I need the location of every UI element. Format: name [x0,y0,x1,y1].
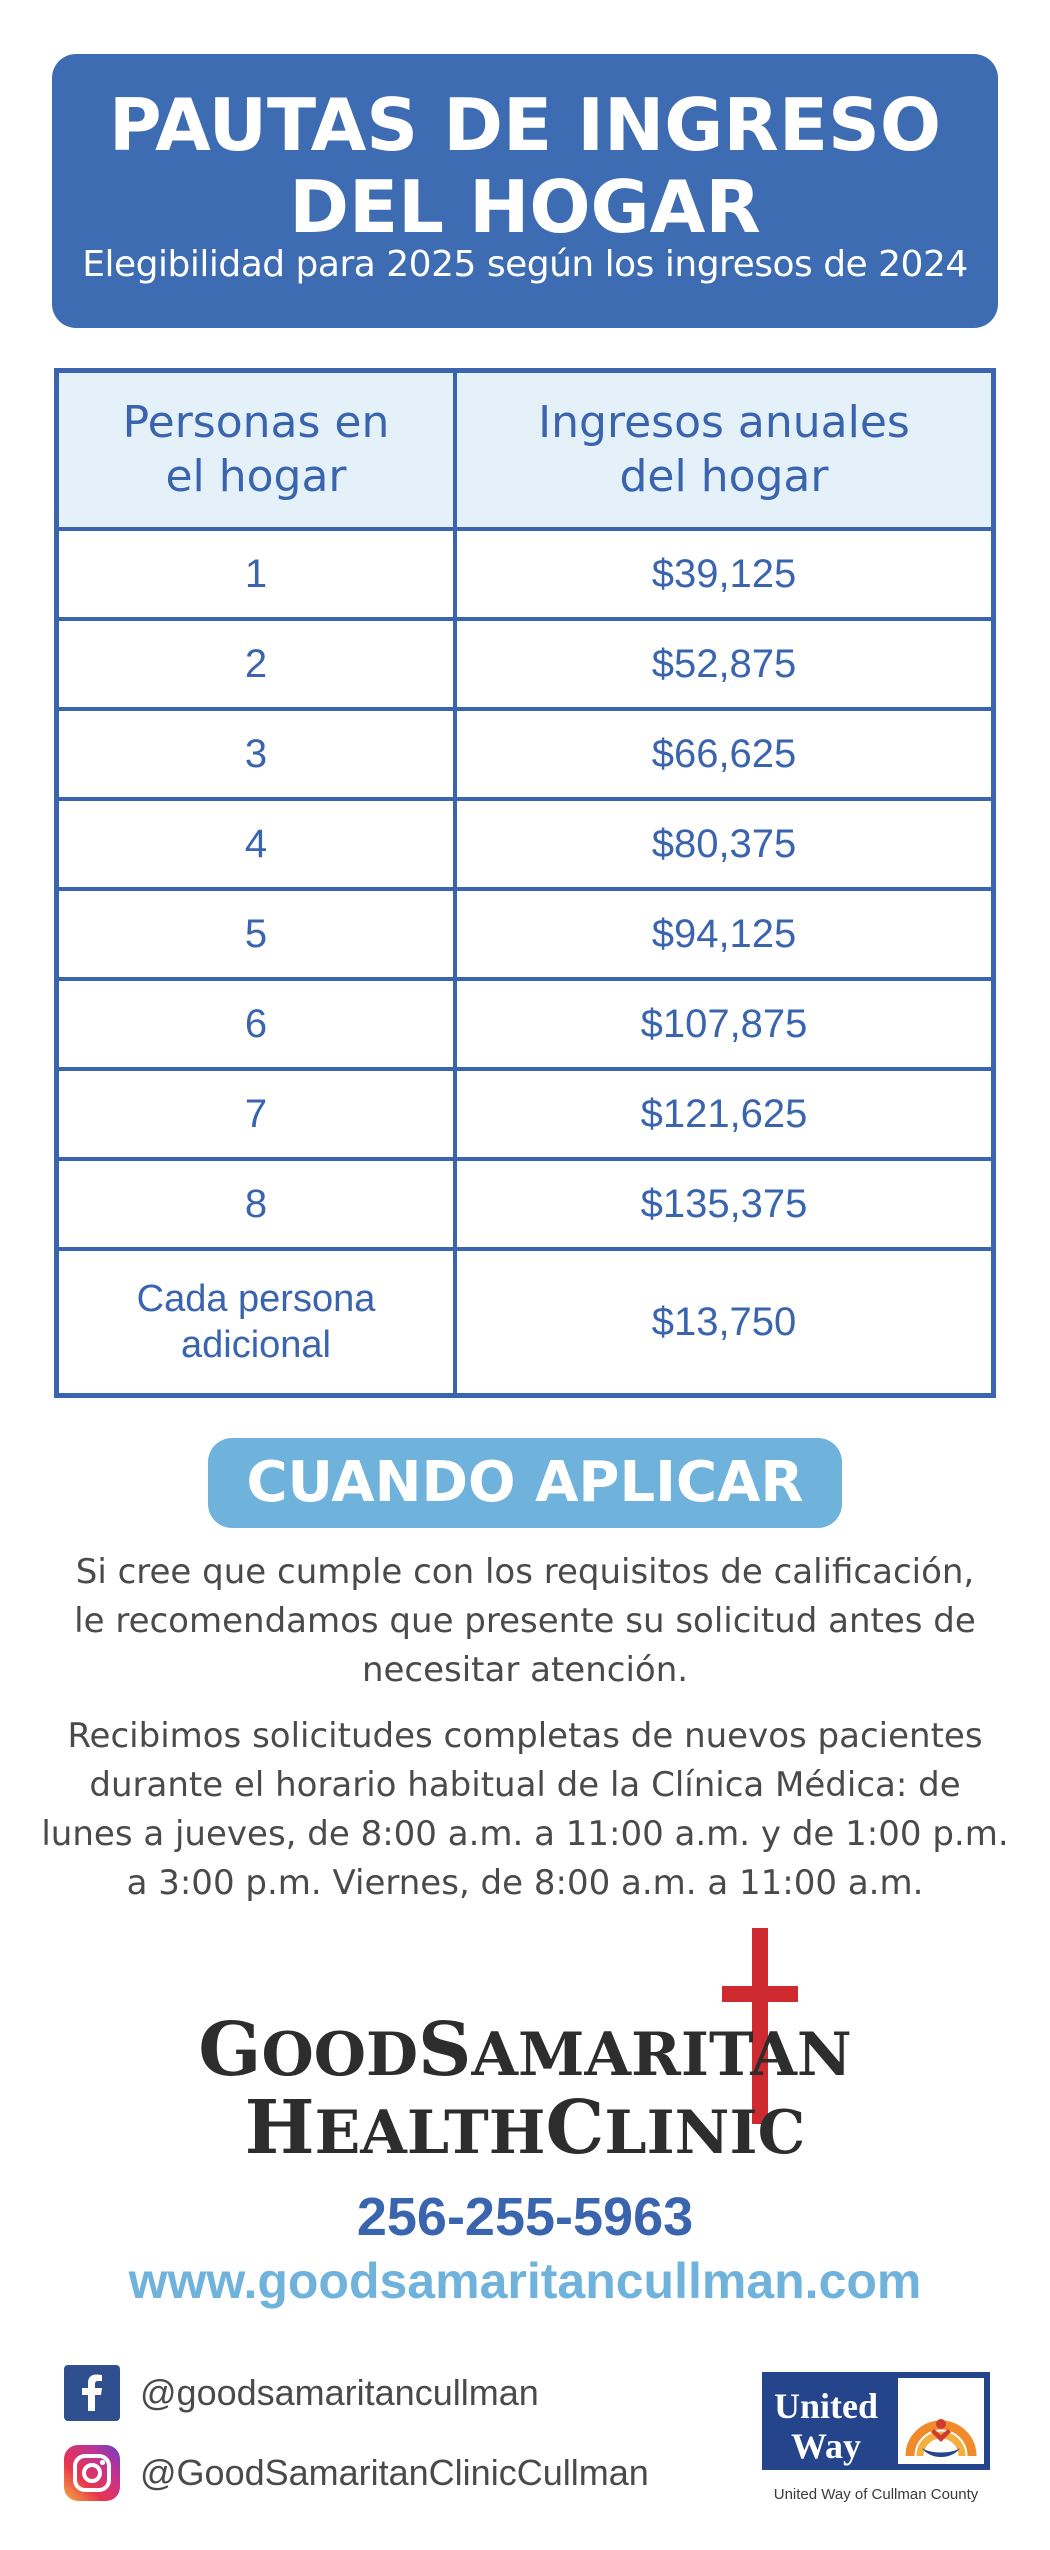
income-cell: $121,625 [640,1091,808,1136]
svg-text:Way: Way [790,2426,862,2466]
instagram-link[interactable] [64,2444,649,2502]
income-cell: $66,625 [651,731,797,776]
united-way-badge [762,2372,990,2480]
hours-paragraph: Recibimos solicitudes completas de nuevos pacientes durante el horario habitual de la Clínica Médica: de lunes a jueves, de 8:00 a.m. a 11:00 a.m. y de 1:00 p.m. a 3:00 p.m. Viernes, de 8:00 a.m. a 11:00 a.m. [41,1716,1009,1903]
header-income: Ingresos anuales del hogar [538,397,910,502]
table-row [59,801,991,891]
title-line-2: DEL HOGAR [289,165,761,249]
united-way-logo [762,2372,990,2512]
instagram-handle: @GoodSamaritanClinicCullman [140,2452,649,2493]
table-row [59,621,991,711]
facebook-handle: @goodsamaritancullman [140,2372,539,2413]
table-row [59,981,991,1071]
table-row [59,1161,991,1251]
table-row [59,891,991,981]
when-to-apply-heading: CUANDO APLICAR [208,1438,842,1528]
persons-cell: Cada persona adicional [59,1251,457,1393]
facebook-icon [64,2365,120,2421]
income-cell: $39,125 [651,551,797,596]
table-row [59,531,991,621]
income-cell: $80,375 [651,821,797,866]
table-row [59,711,991,801]
table-row-additional [59,1251,991,1393]
logo-line-2: HEALTHCLINIC [244,2085,806,2171]
persons-cell: 1 [59,531,457,617]
persons-cell: 4 [59,801,457,887]
persons-cell: 8 [59,1161,457,1247]
table-header-row [59,373,991,531]
title-line-1: PAUTAS DE INGRESO [108,83,942,167]
persons-cell: 2 [59,621,457,707]
persons-cell: 6 [59,981,457,1067]
table-row [59,1071,991,1161]
facebook-link[interactable] [64,2364,539,2422]
persons-cell: 3 [59,711,457,797]
svg-text:United: United [773,2386,879,2426]
phone-number[interactable]: 256-255-5963 [356,2187,694,2247]
income-cell: $52,875 [651,641,797,686]
clinic-logo [160,1920,890,2180]
persons-cell: 5 [59,891,457,977]
income-cell: $94,125 [651,911,797,956]
instagram-icon [64,2445,120,2501]
persons-cell: 7 [59,1071,457,1157]
header-banner [52,54,998,328]
website-link[interactable]: www.goodsamaritancullman.com [128,2253,922,2309]
income-cell: $107,875 [640,1001,808,1046]
eligibility-paragraph: Si cree que cumple con los requisitos de calificación, le recomendamos que presente su solicitud antes de necesitar atención. [74,1552,976,1690]
income-cell: $13,750 [651,1299,797,1344]
page-subtitle: Elegibilidad para 2025 según los ingresos de 2024 [82,244,968,285]
logo-line-1: GOODSAMARITAN [198,2007,852,2093]
page-title [52,84,998,248]
income-table [54,368,996,1398]
income-cell: $135,375 [640,1181,808,1226]
header-persons: Personas en el hogar [59,373,457,527]
united-way-tagline: United Way of Cullman County [773,2486,979,2503]
